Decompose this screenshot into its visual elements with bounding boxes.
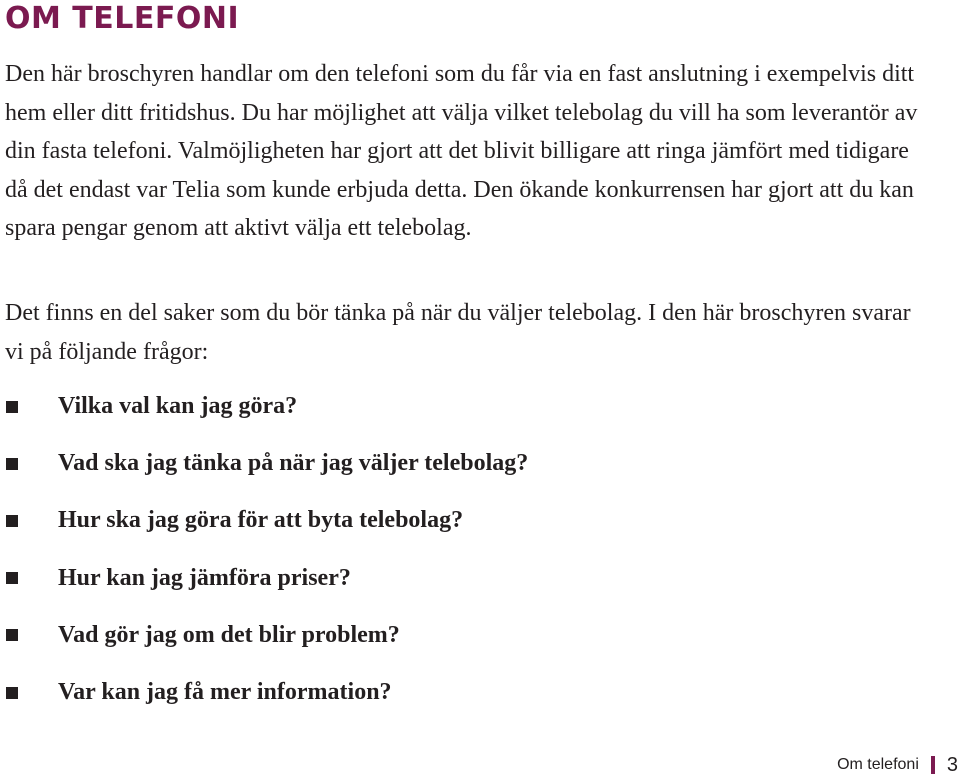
question-text: Hur ska jag göra för att byta telebolag? xyxy=(58,507,464,534)
list-item xyxy=(5,607,528,664)
question-list xyxy=(5,378,528,721)
question-text: Var kan jag få mer information? xyxy=(58,679,392,706)
square-bullet-icon xyxy=(6,687,18,699)
page-number: 3 xyxy=(946,753,958,776)
page-title: OM TELEFONI xyxy=(5,1,240,36)
list-item xyxy=(5,435,528,492)
list-item xyxy=(5,378,528,435)
list-item xyxy=(5,492,528,549)
question-text: Vilka val kan jag göra? xyxy=(58,393,298,420)
footer-section-label: Om telefoni xyxy=(837,756,919,773)
square-bullet-icon xyxy=(6,629,18,641)
question-text: Vad ska jag tänka på när jag väljer telebolag? xyxy=(58,450,529,477)
list-item xyxy=(5,664,528,721)
footer-divider xyxy=(931,756,935,774)
square-bullet-icon xyxy=(6,515,18,527)
page-footer xyxy=(837,751,960,779)
square-bullet-icon xyxy=(6,572,18,584)
question-text: Hur kan jag jämföra priser? xyxy=(58,564,351,591)
list-item xyxy=(5,550,528,607)
questions-intro-paragraph: Det finns en del saker som du bör tänka på när du väljer telebolag. I den här broschyren svarar vi på följande frågor: xyxy=(5,300,911,365)
question-text: Vad gör jag om det blir problem? xyxy=(58,621,400,648)
intro-paragraph: Den här broschyren handlar om den telefoni som du får via en fast anslutning i exempelvis ditt hem eller ditt fritidshus. Du har möjlighet att välja vilket telebolag du vill ha som leverantör av din fasta telefoni. Valmöjligheten har gjort att det blivit billigare att ringa jämfört med tidigare då det endast var Telia som kunde erbjuda detta. Den ökande konkurrensen har gjort att du kan spara pengar genom att aktivt välja ett telebolag. xyxy=(5,61,918,241)
square-bullet-icon xyxy=(6,458,18,470)
square-bullet-icon xyxy=(6,401,18,413)
